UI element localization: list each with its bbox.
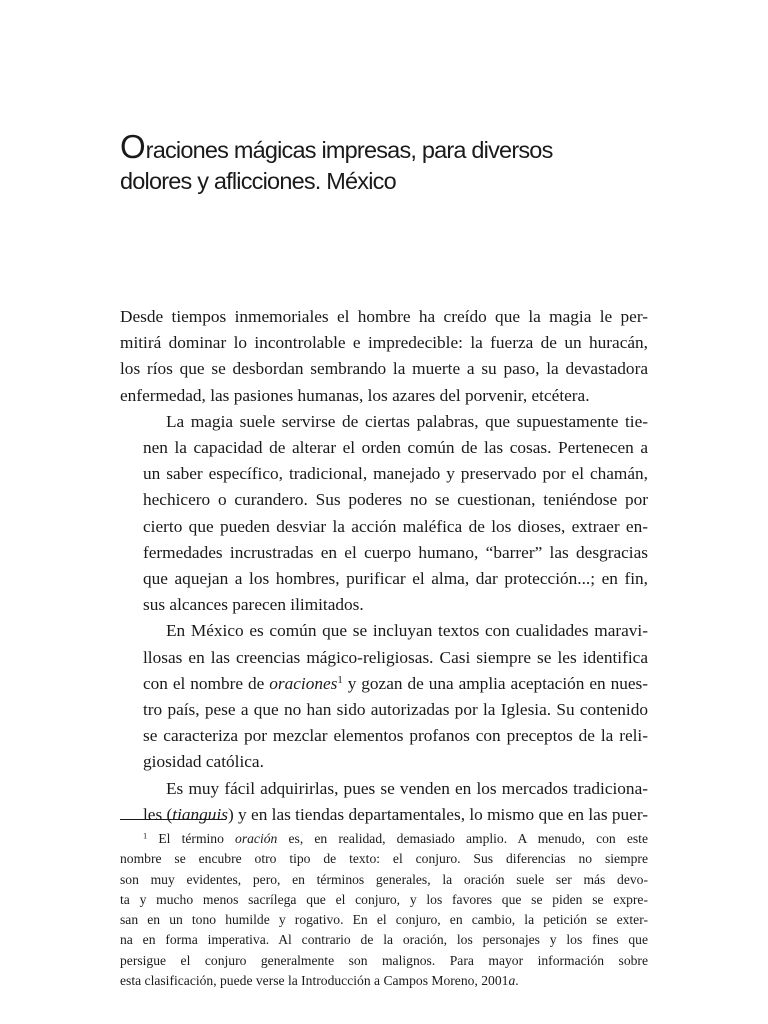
italic-term-oraciones: oraciones — [269, 673, 338, 693]
paragraph-3 — [120, 618, 648, 775]
footnote-reference[interactable]: 1 — [337, 673, 343, 686]
footnote-line — [120, 829, 648, 849]
text-line: llosas en las creencias mágico-religiosas. Casi siempre se les identifica — [143, 647, 648, 667]
text-line: Es muy fácil adquirirlas, pues se venden en los mercados tradiciona- — [166, 778, 648, 798]
footnote-line — [120, 971, 648, 991]
text-fragment: y gozan de una amplia aceptación en nues- — [342, 673, 649, 693]
text-line: mitirá dominar lo incontrolable e impredecible: la fuerza de un huracán, — [120, 333, 648, 353]
text-fragment: . — [515, 973, 519, 989]
text-line: cierto que pueden desviar la acción maléfica de los dioses, extraer en- — [143, 516, 648, 536]
text-line: giosidad católica. — [143, 752, 264, 772]
footnote-marker: 1 — [143, 830, 148, 841]
italic-letter: a — [508, 973, 516, 989]
footnote-line: na en forma imperativa. Al contrario de la oración, los personajes y los fines que — [120, 932, 648, 948]
text-line: enfermedad, las pasiones humanas, los azares del porvenir, etcétera. — [120, 385, 590, 405]
italic-term-oracion: oración — [235, 831, 278, 846]
text-line: que aquejan a los hombres, purificar el alma, dar protección...; en fin, — [143, 569, 648, 589]
text-fragment: con el nombre de — [143, 673, 270, 693]
text-line: fermedades incrustradas en el cuerpo humano, “barrer” las desgracias — [143, 542, 648, 562]
title-line-1: raciones mágicas impresas, para diversos — [145, 137, 553, 163]
title-dropcap: O — [120, 128, 146, 165]
text-line: nen la capacidad de alterar el orden común de las cosas. Pertenecen a — [143, 438, 648, 458]
paragraph-1 — [120, 304, 648, 409]
chapter-title — [120, 128, 680, 197]
italic-term-tianguis: tianguis — [172, 804, 228, 824]
text-fragment: les ( — [143, 804, 173, 824]
footnote-line: son muy evidentes, pero, en términos generales, la oración suele ser más devo- — [120, 871, 648, 887]
text-fragment: ) y en las tiendas departamentales, lo mismo que en las puer- — [227, 804, 649, 824]
text-line: Desde tiempos inmemoriales el hombre ha creído que la magia le per- — [120, 307, 648, 326]
text-line: sus alcances parecen ilimitados. — [143, 595, 364, 615]
text-fragment: El término — [147, 831, 236, 846]
paragraph-4 — [120, 776, 648, 828]
title-line-2: dolores y aflicciones. México — [120, 168, 396, 194]
text-fragment: es, en realidad, demasiado amplio. A menudo, con este — [277, 831, 648, 846]
text-line: hechicero o curandero. Sus poderes no se cuestionan, teniéndose por — [143, 490, 648, 510]
footnote-line: persigue el conjuro generalmente son malignos. Para mayor información sobre — [120, 952, 648, 968]
footnote-line: ta y mucho menos sacrílega que el conjuro, y los favores que se piden se expre- — [120, 891, 648, 907]
text-fragment: esta clasificación, puede verse la Introducción a Campos Moreno, 2001 — [120, 973, 509, 989]
footnote-line: san en un tono humilde y rogativo. En el conjuro, en cambio, la petición se exter- — [120, 912, 648, 928]
text-line: tro país, pese a que no han sido autorizadas por la Iglesia. Su contenido — [143, 700, 648, 720]
footnote-separator — [120, 819, 226, 820]
body-text — [120, 304, 648, 828]
text-line: los ríos que se desbordan sembrando la muerte a su paso, la devastadora — [120, 359, 648, 379]
text-line — [120, 802, 648, 828]
text-line: se caracteriza por mezclar elementos profanos con preceptos de la reli- — [143, 726, 648, 746]
paragraph-2 — [120, 409, 648, 619]
text-line — [120, 671, 648, 697]
text-line: La magia suele servirse de ciertas palabras, que supuestamente tie- — [166, 411, 648, 431]
text-line: un saber específico, tradicional, manejado y preservado por el chamán, — [143, 464, 648, 484]
footnote-1 — [120, 829, 648, 991]
text-line: En México es común que se incluyan textos con cualidades maravi- — [166, 621, 648, 641]
footnote-line: nombre se encubre otro tipo de texto: el conjuro. Sus diferencias no siempre — [120, 851, 648, 867]
